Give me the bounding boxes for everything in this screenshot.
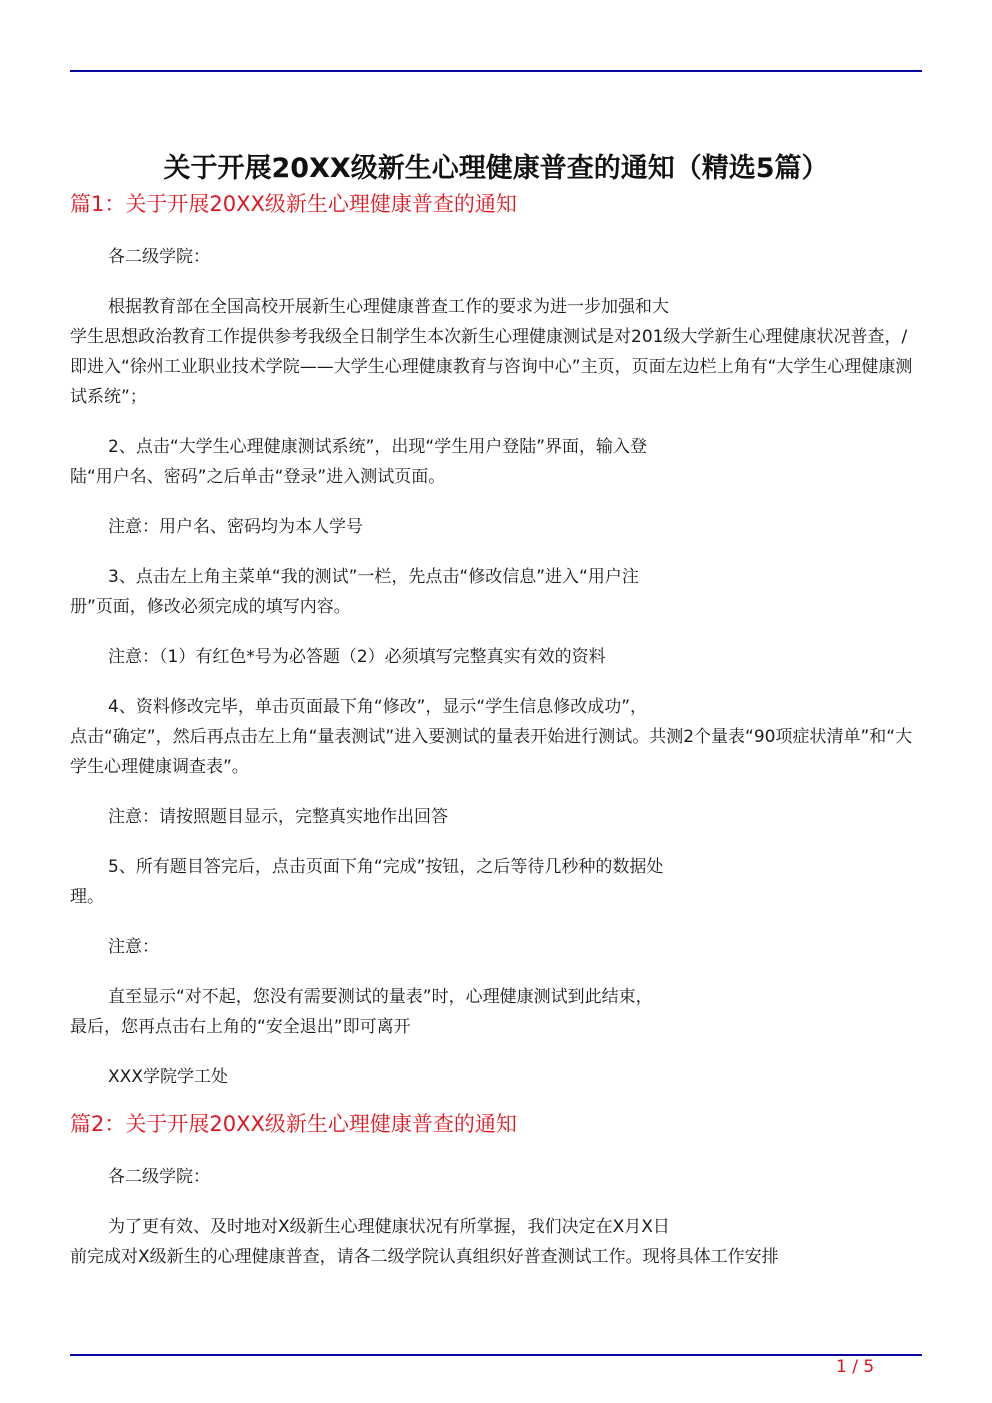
step-5-line2: 理。 bbox=[70, 887, 104, 907]
step-4-rest: 点击“确定”，然后再点击左上角“量表测试”进入要测试的量表开始进行测试。共测2个量表“90项症状清单”和“大学生心理健康调查表”。 bbox=[70, 727, 913, 777]
step-3-line2: 册”页面，修改必须完成的填写内容。 bbox=[70, 597, 351, 617]
page-indicator: 1 / 5 bbox=[836, 1357, 875, 1377]
paragraph-2-line2: 前完成对X级新生的心理健康普查，请各二级学院认真组织好普查测试工作。现将具体工作安排 bbox=[70, 1247, 779, 1267]
step-2-line2: 陆“用户名、密码”之后单击“登录”进入测试页面。 bbox=[70, 467, 446, 487]
ending-line1: 直至显示“对不起，您没有需要测试的量表”时，心理健康测试到此结束， bbox=[108, 987, 653, 1007]
ending-line2: 最后，您再点击右上角的“安全退出”即可离开 bbox=[70, 1017, 411, 1037]
note-2: 注意：（1）有红色*号为必答题（2）必须填写完整真实有效的资料 bbox=[108, 647, 606, 667]
paragraph-intro-rest: 学生思想政治教育工作提供参考我级全日制学生本次新生心理健康测试是对201级大学新生心理健康状况普查，/即进入“徐州工业职业技术学院——大学生心理健康教育与咨询中心”主页，页面左边栏上角有“大学生心理健康测试系统”； bbox=[70, 327, 913, 407]
note-3: 注意：请按照题目显示，完整真实地作出回答 bbox=[108, 807, 448, 827]
paragraph-intro-line1: 根据教育部在全国高校开展新生心理健康普查工作的要求为进一步加强和大 bbox=[108, 297, 669, 317]
paragraph-2-line1: 为了更有效、及时地对X级新生心理健康状况有所掌握，我们决定在X月X日 bbox=[108, 1217, 670, 1237]
footer-rule bbox=[70, 1354, 922, 1356]
signature: XXX学院学工处 bbox=[108, 1067, 228, 1087]
section-heading-1: 篇1：关于开展20XX级新生心理健康普查的通知 bbox=[70, 192, 517, 216]
document-body bbox=[70, 186, 922, 1272]
step-4-line1: 4、资料修改完毕，单击页面最下角“修改”，显示“学生信息修改成功”， bbox=[108, 697, 648, 717]
step-5-line1: 5、所有题目答完后，点击页面下角“完成”按钮，之后等待几秒种的数据处 bbox=[108, 857, 664, 877]
step-3-line1: 3、点击左上角主菜单“我的测试”一栏，先点击“修改信息”进入“用户注 bbox=[108, 567, 639, 587]
salutation-2: 各二级学院： bbox=[108, 1167, 210, 1187]
section-heading-2: 篇2：关于开展20XX级新生心理健康普查的通知 bbox=[70, 1112, 517, 1136]
document-title: 关于开展20XX级新生心理健康普查的通知（精选5篇） bbox=[163, 153, 829, 185]
note-4: 注意： bbox=[108, 937, 159, 957]
header-rule bbox=[70, 70, 922, 72]
note-1: 注意：用户名、密码均为本人学号 bbox=[108, 517, 363, 537]
salutation: 各二级学院： bbox=[108, 247, 210, 267]
step-2-line1: 2、点击“大学生心理健康测试系统”，出现“学生用户登陆”界面，输入登 bbox=[108, 437, 648, 457]
